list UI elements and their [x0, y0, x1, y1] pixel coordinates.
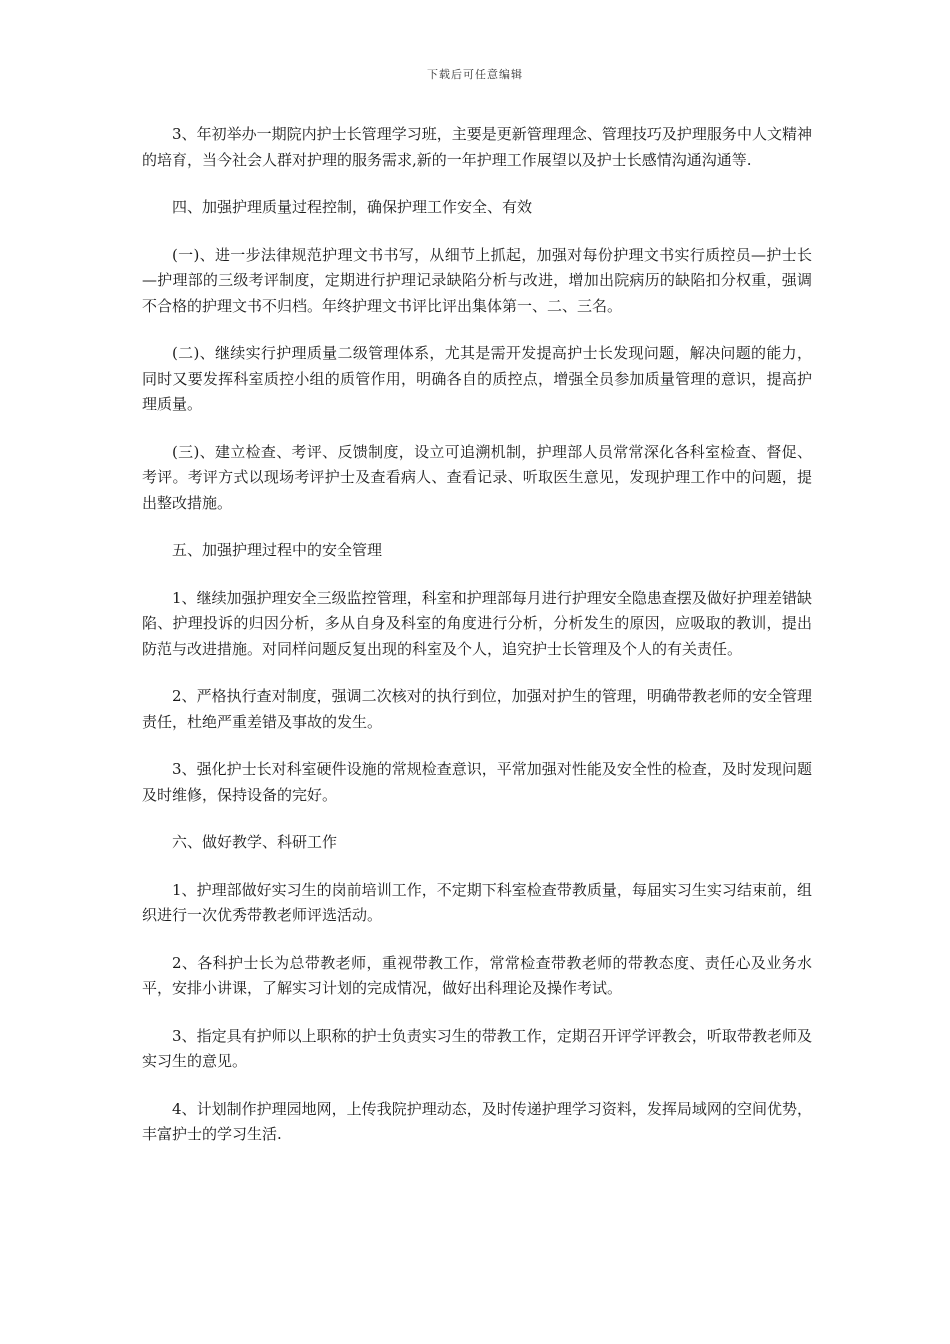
paragraph-4-1: (一)、进一步法律规范护理文书书写，从细节上抓起，加强对每份护理文书实行质控员—护士长—护理部的三级考评制度，定期进行护理记录缺陷分析与改进，增加出院病历的缺陷扣分权重，强调不合格的护理文书不归档。年终护理文书评比评出集体第一、二、三名。 [142, 245, 812, 315]
paragraph-6-2: 2、各科护士长为总带教老师，重视带教工作，常常检查带教老师的带教态度、责任心及业务水平，安排小讲课，了解实习计划的完成情况，做好出科理论及操作考试。 [142, 953, 812, 997]
paragraph-6-4: 4、计划制作护理园地网，上传我院护理动态，及时传递护理学习资料，发挥局域网的空间优势，丰富护士的学习生活. [142, 1099, 812, 1143]
section-heading-6: 六、做好教学、科研工作 [172, 833, 338, 851]
paragraph-4-3: (三)、建立检查、考评、反馈制度，设立可追溯机制，护理部人员常常深化各科室检查、督促、考评。考评方式以现场考评护士及查看病人、查看记录、听取医生意见，发现护理工作中的问题，提出整改措施。 [142, 442, 812, 512]
paragraph-4-2: (二)、继续实行护理质量二级管理体系，尤其是需开发提高护士长发现问题，解决问题的能力，同时又要发挥科室质控小组的质管作用，明确各自的质控点，增强全员参加质量管理的意识，提高护理质量。 [142, 344, 812, 413]
paragraph-5-2: 2、严格执行查对制度，强调二次核对的执行到位，加强对护生的管理，明确带教老师的安全管理责任，杜绝严重差错及事故的发生。 [142, 687, 812, 731]
section-heading-4: 四、加强护理质量过程控制，确保护理工作安全、有效 [172, 198, 533, 216]
paragraph-6-3: 3、指定具有护师以上职称的护士负责实习生的带教工作，定期召开评学评教会，听取带教老师及实习生的意见。 [142, 1026, 812, 1070]
paragraph-3-training-class: 3、年初举办一期院内护士长管理学习班，主要是更新管理理念、管理技巧及护理服务中人文精神的培育，当今社会人群对护理的服务需求,新的一年护理工作展望以及护士长感情沟通沟通等. [142, 125, 812, 169]
document-body [142, 122, 812, 1170]
paragraph-5-1: 1、继续加强护理安全三级监控管理，科室和护理部每月进行护理安全隐患查摆及做好护理差错缺陷、护理投诉的归因分析，多从自身及科室的角度进行分析，分析发生的原因，应吸取的教训，提出防范与改进措施。对同样问题反复出现的科室及个人，追究护士长管理及个人的有关责任。 [142, 588, 812, 658]
paragraph-5-3: 3、强化护士长对科室硬件设施的常规检查意识，平常加强对性能及安全性的检查，及时发现问题及时维修，保持设备的完好。 [142, 760, 812, 804]
paragraph-6-1: 1、护理部做好实习生的岗前培训工作，不定期下科室检查带教质量，每届实习生实习结束前，组织进行一次优秀带教老师评选活动。 [142, 880, 812, 924]
section-heading-5: 五、加强护理过程中的安全管理 [172, 541, 383, 559]
page-header: 下载后可任意编辑 [427, 68, 523, 81]
